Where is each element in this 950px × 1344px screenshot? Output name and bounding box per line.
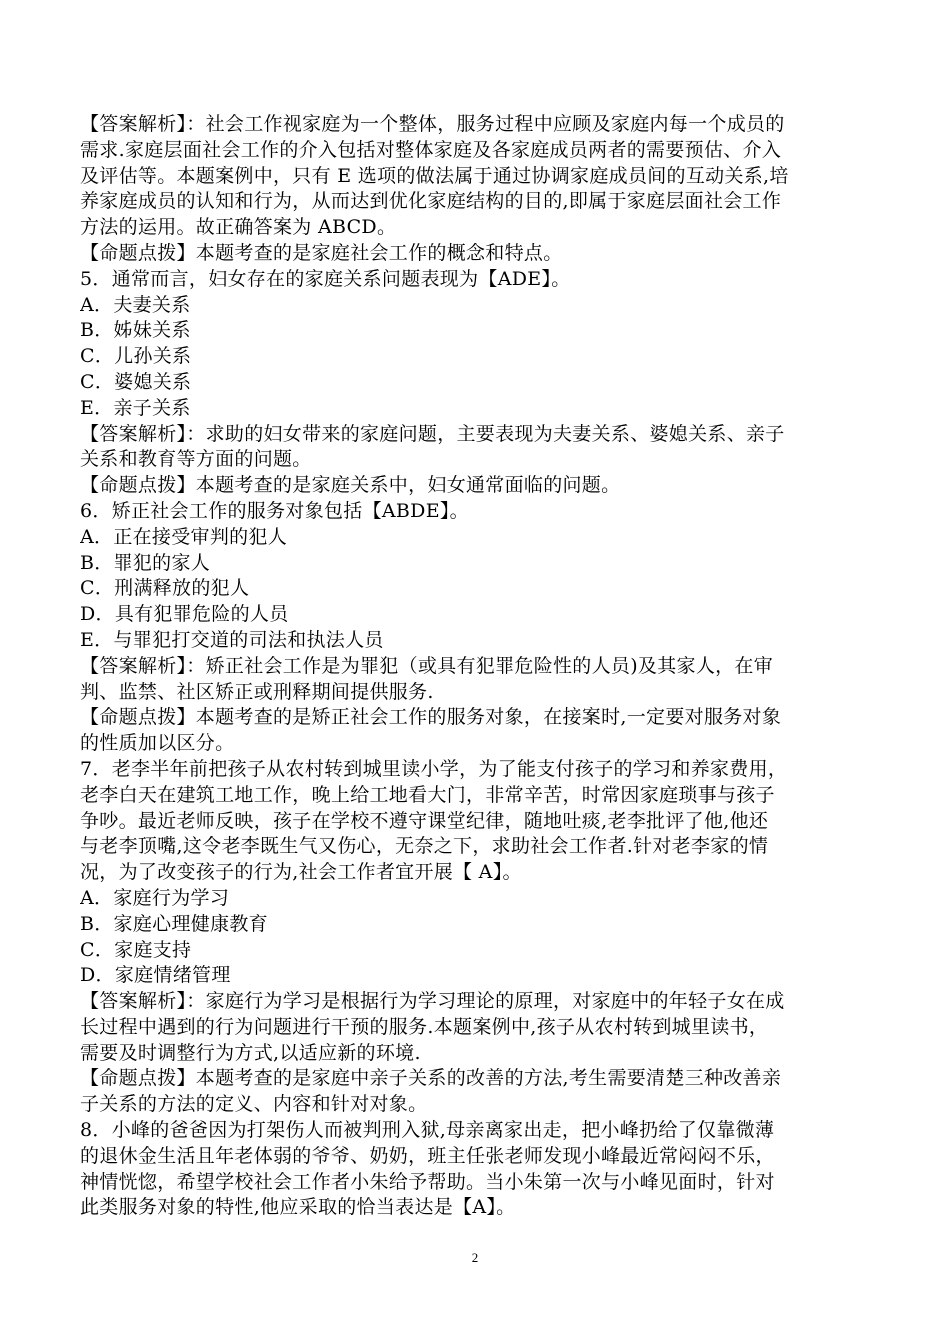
text-line: 【命题点拨】本题考查的是家庭中亲子关系的改善的方法,考生需要清楚三种改善亲 — [80, 1067, 782, 1090]
option-line: A．夫妻关系 — [80, 293, 191, 316]
option-line: C．家庭支持 — [80, 938, 192, 961]
text-line: 此类服务对象的特性,他应采取的恰当表达是【A】。 — [80, 1196, 516, 1219]
question-8: 8．小峰的爸爸因为打架伤人而被判刑入狱,母亲离家出走，把小峰扔给了仅靠微薄 — [80, 1119, 775, 1142]
text-line: 【答案解析】：社会工作视家庭为一个整体，服务过程中应顾及家庭内每一个成员的 — [80, 113, 785, 135]
text-line: 需求.家庭层面社会工作的介入包括对整体家庭及各家庭成员两者的需要预估、介入 — [80, 138, 782, 161]
option-line: C．儿孙关系 — [80, 345, 192, 368]
page-number: 2 — [471, 1250, 479, 1265]
text-line: 【答案解析】：家庭行为学习是根据行为学习理论的原理，对家庭中的年轻子女在成 — [80, 990, 785, 1013]
text-line: 及评估等。本题案例中，只有 E 选项的做法属于通过协调家庭成员间的互动关系,培 — [80, 164, 789, 187]
question-7: 7．老李半年前把孩子从农村转到城里读小学，为了能支付孩子的学习和养家费用， — [80, 757, 788, 780]
text-line: 【命题点拨】本题考查的是家庭社会工作的概念和特点。 — [80, 241, 563, 264]
option-line: B．家庭心理健康教育 — [80, 912, 268, 935]
text-line: 与老李顶嘴,这令老李既生气又伤心，无奈之下，求助社会工作者.针对老李家的情 — [80, 835, 769, 858]
text-line: 方法的运用。故正确答案为 ABCD。 — [80, 216, 397, 239]
option-line: D．家庭情绪管理 — [80, 964, 231, 987]
option-line: C．婆媳关系 — [80, 370, 192, 393]
text-line: 需要及时调整行为方式,以适应新的环境. — [80, 1041, 421, 1064]
text-line: 神情恍惚，希望学校社会工作者小朱给予帮助。当小朱第一次与小峰见面时，针对 — [80, 1170, 775, 1193]
text-line: 的退休金生活且年老体弱的爷爷、奶奶，班主任张老师发现小峰最近常闷闷不乐， — [80, 1144, 775, 1167]
option-line: A．正在接受审判的犯人 — [80, 525, 288, 548]
text-line: 判、监禁、社区矫正或刑释期间提供服务. — [80, 680, 434, 703]
text-line: 【答案解析】：矫正社会工作是为罪犯（或具有犯罪危险性的人员)及其家人，在审 — [80, 654, 774, 677]
text-line: 养家庭成员的认知和行为，从而达到优化家庭结构的目的,即属于家庭层面社会工作 — [80, 190, 782, 213]
option-line: A．家庭行为学习 — [80, 886, 230, 909]
question-5: 5．通常而言，妇女存在的家庭关系问题表现为【ADE】。 — [80, 267, 571, 290]
text-line: 的性质加以区分。 — [80, 732, 235, 755]
option-line: E．亲子关系 — [80, 396, 191, 419]
text-line: 争吵。最近老师反映，孩子在学校不遵守课堂纪律，随地吐痰,老李批评了他,他还 — [80, 809, 769, 832]
question-6: 6．矫正社会工作的服务对象包括【ABDE】。 — [80, 499, 469, 522]
text-line: 关系和教育等方面的问题。 — [80, 448, 312, 471]
text-line: 子关系的方法的定义、内容和针对对象。 — [80, 1093, 428, 1116]
option-line: E．与罪犯打交道的司法和执法人员 — [80, 628, 384, 651]
text-line: 老李白天在建筑工地工作，晚上给工地看大门，非常辛苦，时常因家庭琐事与孩子 — [80, 783, 775, 806]
option-line: C．刑满释放的犯人 — [80, 577, 250, 600]
text-line: 况，为了改变孩子的行为,社会工作者宜开展【 A】。 — [80, 861, 522, 884]
text-line: 【答案解析】：求助的妇女带来的家庭问题，主要表现为夫妻关系、婆媳关系、亲子 — [80, 422, 785, 445]
option-line: B．罪犯的家人 — [80, 551, 211, 574]
text-line: 【命题点拨】本题考查的是矫正社会工作的服务对象，在接案时,一定要对服务对象 — [80, 706, 782, 729]
text-line: 【命题点拨】本题考查的是家庭关系中，妇女通常面临的问题。 — [80, 474, 621, 497]
text-line: 长过程中遇到的行为问题进行干预的服务.本题案例中,孩子从农村转到城里读书， — [80, 1015, 769, 1038]
document-body — [80, 112, 865, 1221]
option-line: D．具有犯罪危险的人员 — [80, 603, 289, 626]
option-line: B．姊妹关系 — [80, 319, 191, 342]
